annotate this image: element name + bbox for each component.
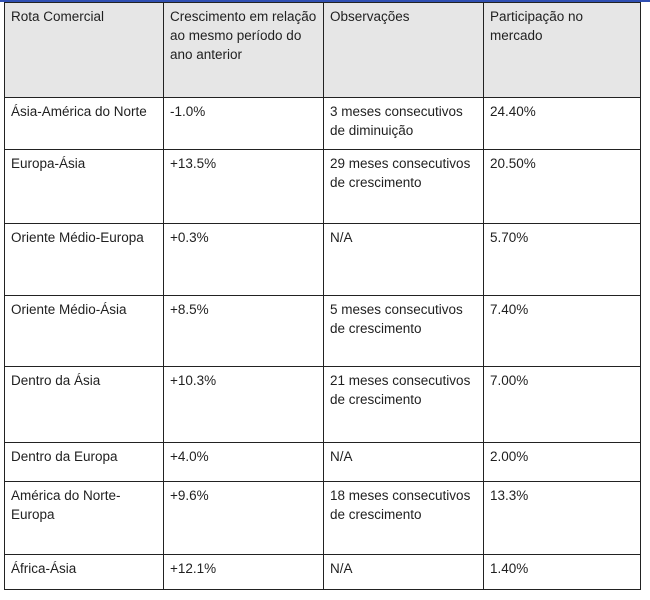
- table-row: [5, 224, 641, 296]
- table-row: [5, 482, 641, 555]
- cell-observations: N/A: [324, 443, 484, 482]
- table-row: [5, 296, 641, 367]
- cell-trade-route: Europa-Ásia: [5, 150, 164, 224]
- table-header-row: [5, 3, 641, 98]
- table-row: [5, 443, 641, 482]
- cell-growth: +10.3%: [164, 367, 324, 443]
- table-row: [5, 555, 641, 590]
- cell-observations: 21 meses consecutivos de crescimento: [324, 367, 484, 443]
- table-row: [5, 150, 641, 224]
- header-market-share: Participação no mercado: [484, 3, 641, 98]
- cell-market-share: 2.00%: [484, 443, 641, 482]
- table-row: [5, 98, 641, 150]
- cell-growth: +0.3%: [164, 224, 324, 296]
- cell-market-share: 1.40%: [484, 555, 641, 590]
- cell-market-share: 5.70%: [484, 224, 641, 296]
- cell-growth: +9.6%: [164, 482, 324, 555]
- cell-growth: +13.5%: [164, 150, 324, 224]
- cell-market-share: 7.00%: [484, 367, 641, 443]
- cell-trade-route: Ásia-América do Norte: [5, 98, 164, 150]
- cell-market-share: 20.50%: [484, 150, 641, 224]
- cell-market-share: 7.40%: [484, 296, 641, 367]
- header-trade-route: Rota Comercial: [5, 3, 164, 98]
- cell-market-share: 24.40%: [484, 98, 641, 150]
- header-observations: Observações: [324, 3, 484, 98]
- cell-trade-route: Dentro da Ásia: [5, 367, 164, 443]
- cell-growth: +4.0%: [164, 443, 324, 482]
- cell-growth: +12.1%: [164, 555, 324, 590]
- cell-trade-route: Oriente Médio-Ásia: [5, 296, 164, 367]
- cell-observations: 5 meses consecutivos de crescimento: [324, 296, 484, 367]
- cell-observations: 29 meses consecutivos de crescimento: [324, 150, 484, 224]
- table-row: [5, 367, 641, 443]
- cell-observations: N/A: [324, 555, 484, 590]
- cell-trade-route: América do Norte-Europa: [5, 482, 164, 555]
- trade-routes-table: [4, 2, 641, 590]
- cell-observations: 3 meses consecutivos de diminuição: [324, 98, 484, 150]
- cell-observations: N/A: [324, 224, 484, 296]
- cell-trade-route: África-Ásia: [5, 555, 164, 590]
- cell-growth: -1.0%: [164, 98, 324, 150]
- cell-trade-route: Oriente Médio-Europa: [5, 224, 164, 296]
- cell-growth: +8.5%: [164, 296, 324, 367]
- header-growth: Crescimento em relação ao mesmo período do ano anterior: [164, 3, 324, 98]
- cell-trade-route: Dentro da Europa: [5, 443, 164, 482]
- cell-market-share: 13.3%: [484, 482, 641, 555]
- cell-observations: 18 meses consecutivos de crescimento: [324, 482, 484, 555]
